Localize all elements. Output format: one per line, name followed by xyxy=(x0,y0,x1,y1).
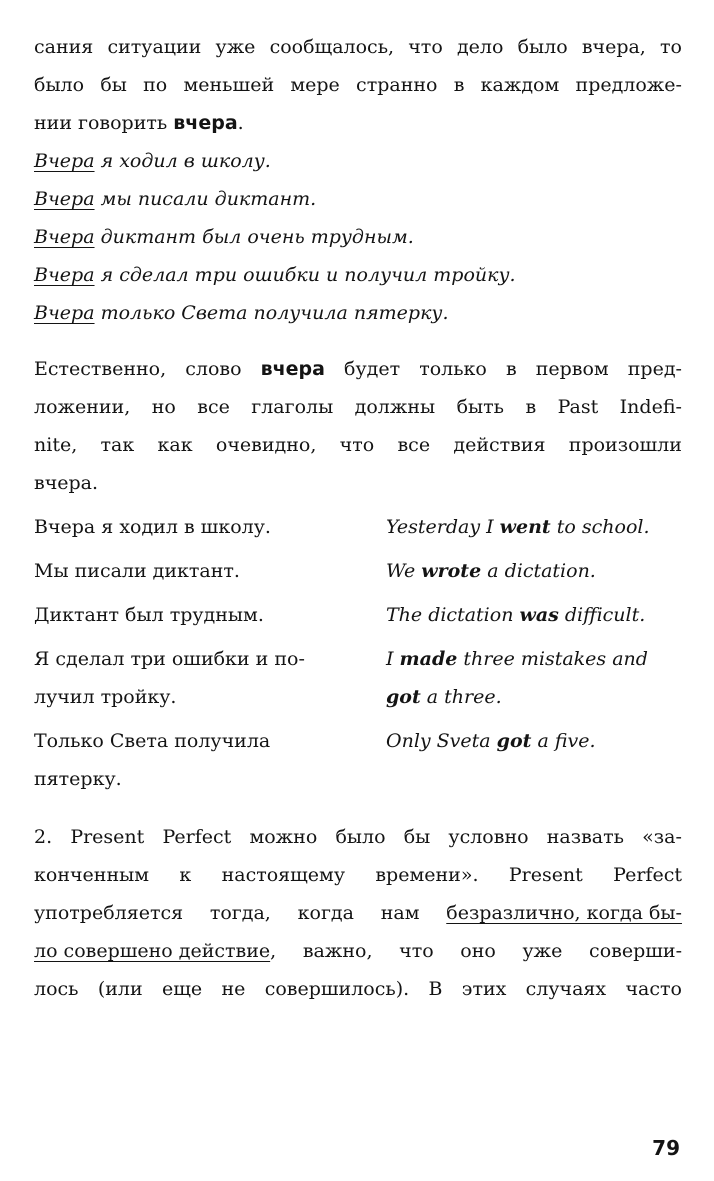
para1-line2 xyxy=(34,66,682,104)
para2-word: Past xyxy=(557,396,599,418)
para3-word: тогда, xyxy=(209,902,271,924)
example-sentence xyxy=(34,256,682,294)
para3-underlined-1: безразлично, когда бы- xyxy=(446,902,682,924)
para3-word: (или xyxy=(97,978,143,1000)
para3-word: совершилось). xyxy=(264,978,410,1000)
para1-word: в xyxy=(453,74,465,96)
para3-word: Perfect xyxy=(613,864,682,886)
russian-sentence: Диктант был трудным. xyxy=(34,604,264,626)
para3-word: еще xyxy=(161,978,203,1000)
para3-underlined-2: ло совершено действие xyxy=(34,940,271,962)
para3-word: Present xyxy=(70,826,145,848)
para3-line1 xyxy=(34,818,682,856)
para2-word: глаголы xyxy=(251,396,334,418)
russian-sentence: Мы писали диктант. xyxy=(34,560,240,582)
para3-word: можно xyxy=(249,826,318,848)
para1-word: было xyxy=(34,74,85,96)
para3-word: употребляется xyxy=(34,902,184,924)
para2-bold-word: вчера xyxy=(260,358,325,380)
english-sentence: We wrote a dictation. xyxy=(386,560,596,582)
para2-word: nite, xyxy=(34,434,78,456)
para3-line2 xyxy=(34,856,682,894)
russian-sentence: Только Света получила пятерку. xyxy=(34,730,271,790)
para3-word: назвать xyxy=(546,826,624,848)
para1-word: то xyxy=(660,36,682,58)
para3-word: случаях xyxy=(525,978,607,1000)
para1-word: мере xyxy=(290,74,340,96)
para2-word: только xyxy=(419,358,487,380)
russian-sentence: Вчера я ходил в школу. xyxy=(34,516,271,538)
para3-word: настоящему xyxy=(221,864,346,886)
translation-row xyxy=(34,640,682,716)
para1-word: по xyxy=(143,74,168,96)
para1-word: что xyxy=(408,36,443,58)
english-sentence: Yesterday I went to school. xyxy=(386,516,650,538)
example-rest: мы писали диктант. xyxy=(94,188,317,210)
para2-word: слово xyxy=(185,358,242,380)
para2-word: как xyxy=(157,434,193,456)
para1-line3-suffix: . xyxy=(237,112,244,134)
para2-word: первом xyxy=(535,358,609,380)
para1-word: меньшей xyxy=(183,74,275,96)
para2-word: что xyxy=(339,434,375,456)
para3-line4-rest: , важно, что оно уже соверши- xyxy=(270,940,682,962)
para1-bold-word: вчера xyxy=(173,112,238,134)
para3-line4 xyxy=(34,932,682,970)
translation-table xyxy=(34,508,682,798)
para2-word: ложении, xyxy=(34,396,131,418)
para1-word: странно xyxy=(356,74,438,96)
underlined-word: Вчера xyxy=(34,188,95,210)
para3-word: часто xyxy=(625,978,682,1000)
para1-word: каждом xyxy=(480,74,560,96)
example-rest: я ходил в школу. xyxy=(94,150,271,172)
translation-row xyxy=(34,508,682,546)
example-sentence xyxy=(34,218,682,256)
para3-line5 xyxy=(34,970,682,1008)
para2-word: так xyxy=(100,434,135,456)
page-content xyxy=(34,28,682,1008)
para1-word: сания xyxy=(34,36,94,58)
para2-word: все xyxy=(397,434,431,456)
underlined-word: Вчера xyxy=(34,226,95,248)
english-sentence: The dictation was difficult. xyxy=(386,604,646,626)
para1-word: ситуации xyxy=(107,36,202,58)
example-rest: я сделал три ошибки и получил тройку. xyxy=(94,264,516,286)
para2-word: в xyxy=(525,396,537,418)
example-rest: только Света получила пятерку. xyxy=(94,302,449,324)
para2-line3 xyxy=(34,426,682,464)
para2-word: произошли xyxy=(568,434,682,456)
para1-word: вчера, xyxy=(581,36,646,58)
para3-word: 2. xyxy=(34,826,53,848)
para1-word: сообщалось, xyxy=(269,36,395,58)
para2-word: пред- xyxy=(627,358,682,380)
para3-word: условно xyxy=(448,826,529,848)
para2-word: очевидно, xyxy=(215,434,317,456)
para2-word: в xyxy=(505,358,517,380)
para1-word: дело xyxy=(456,36,504,58)
para3-word: к xyxy=(179,864,192,886)
example-rest: диктант был очень трудным. xyxy=(94,226,414,248)
para3-word: когда xyxy=(297,902,354,924)
para1-word: было xyxy=(517,36,568,58)
example-sentence xyxy=(34,142,682,180)
page-number: 79 xyxy=(652,1136,680,1160)
para3-word: «за- xyxy=(642,826,682,848)
russian-sentence: Я сделал три ошибки и по- лучил тройку. xyxy=(34,648,305,708)
para3-word: не xyxy=(221,978,246,1000)
para3-word: лось xyxy=(34,978,79,1000)
para3-word: нам xyxy=(380,902,420,924)
para3-word: конченным xyxy=(34,864,150,886)
para3-word: времени». xyxy=(375,864,479,886)
para1-word: предложе- xyxy=(575,74,682,96)
para1-line3-text: нии говорить xyxy=(34,112,174,134)
underlined-word: Вчера xyxy=(34,302,95,324)
translation-row xyxy=(34,552,682,590)
english-sentence: I made three mistakes and got a three. xyxy=(386,648,648,708)
para1-word: уже xyxy=(215,36,256,58)
para2-word: Естественно, xyxy=(34,358,167,380)
translation-row xyxy=(34,722,682,798)
para2-word: но xyxy=(151,396,176,418)
examples-list xyxy=(34,142,682,332)
para3-word: этих xyxy=(461,978,507,1000)
example-sentence xyxy=(34,294,682,332)
para2-line2 xyxy=(34,388,682,426)
para1-line3 xyxy=(34,104,682,142)
underlined-word: Вчера xyxy=(34,264,95,286)
para3-word: Perfect xyxy=(162,826,232,848)
para3-line3 xyxy=(34,894,682,932)
para3-word: бы xyxy=(403,826,431,848)
para2-line4 xyxy=(34,464,682,502)
para1-line1 xyxy=(34,28,682,66)
english-sentence: Only Sveta got a five. xyxy=(386,730,596,752)
para3-word: было xyxy=(335,826,386,848)
para1-word: бы xyxy=(100,74,127,96)
para2-word: Indefi- xyxy=(619,396,682,418)
para2-word: быть xyxy=(456,396,504,418)
para3-word: В xyxy=(428,978,443,1000)
para2-word: должны xyxy=(354,396,436,418)
para2-word: все xyxy=(197,396,230,418)
para2-line1 xyxy=(34,350,682,388)
para2-word: будет xyxy=(344,358,401,380)
underlined-word: Вчера xyxy=(34,150,95,172)
example-sentence xyxy=(34,180,682,218)
para2-line4-text: вчера. xyxy=(34,472,99,494)
para2-word: действия xyxy=(453,434,546,456)
translation-row xyxy=(34,596,682,634)
para3-word: Present xyxy=(508,864,583,886)
